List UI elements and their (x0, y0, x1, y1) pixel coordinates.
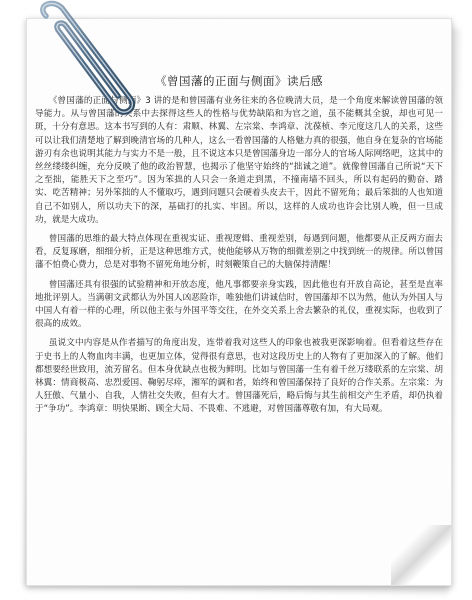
document-page (26, 18, 452, 586)
paragraph: 曾国藩的思维的最大特点体现在重视实证、重视逻辑、重视差别，每遇到问题，他都要从正反两方面去看，反复琢磨，细细分析，正是这种思维方式，使他能够从万物的细微差别之中找到统一的规律。所以曾国藩不怕费心费力，总是对事物不留死角地分析，时刻鞭策自己的大脑保持清醒！ (35, 234, 443, 271)
paragraph: 曾国藩还具有很强的试验精神和开放态度，他凡事都要亲身实践，因此他也有开放自高论，甚至是直率地批评别人。当满朝文武都认为外国人凶恶险诈，唯独他们讲诚信时，曾国藩却不以为然，他认为外国人与中国人有着一样的心理，所以他主张与外国平等交往，在外交关系上舍去繁杂的礼仪，重视实际，也收到了很高的成效。 (35, 279, 443, 330)
document-body (35, 95, 443, 423)
page-curl (391, 525, 451, 585)
document-title: 《曾国藩的正面与侧面》读后感 (155, 74, 323, 88)
paragraph: 《曾国藩的正面与侧面》3 讲的是和曾国藩有业务往来的各位晚清大员，是一个角度来解读曾国藩的领导能力。从与曾国藩的关系中去探得这些人的性格与优势缺陷和为官之道，虽不能概其全貌，却也可见一斑，十分有意思。这本书写到的人有：肃顺、林翼、左宗棠、李鸿章、沈葆桢、李元度这几人的关系，这些可以让我们清楚地了解到晚清官场的几种人，这么一看曾国藩的人格魅力真的很强，他自身在复杂的官场能游刃有余也说明其能力与实力不是一般，且不说这本只是曾国藩身边一部分人的官场人际网络吧，这其中的丝丝缕缕纠缠，充分反映了他的政治智慧，也揭示了他坚守始终的“拙诚之道”。就像曾国藩自己所说“天下之至拙，能胜天下之至巧”。因为笨拙的人只会一条道走到黑，不撞南墙不回头，所以有起码的勤奋、踏实、吃苦精神；另外笨拙的人不懂取巧，遇到问题只会硬着头皮去干，因此不留死角；最后笨拙的人也知道自己不如别人，所以功夫下的深，基础打的扎实、牢固。所以，这样的人成功也许会比别人晚，但一旦成功，就是大成功。 (35, 96, 443, 225)
paragraph: 虽说文中内容是从作者描写的角度出发，连带着我对这些人的印象也被我更深影响着。但看着这些存在于史书上的人物血肉丰满，也更加立体，觉得很有意思，也对这段历史上的人物有了更加深入的了解。他们都想要经世致用，流芳留名。但本身优缺点也极为鲜明。比如与曾国藩一生有着千丝万缕联系的左宗棠、胡林翼：情商极高、忠烈爱国、鞠躬尽瘁，湘军的调和者，始终和曾国藩保持了良好的合作关系。左宗棠：为人狂傲、气量小、自我，人情社交失败，但有大才。曾国藩死后，略后悔与其生前相交产生矛盾，却仍执着于“争功”。李鸿章：明快果断、顾全大局、不畏难、不逃避，对曾国藩尊敬有加，有大局观。 (35, 338, 443, 415)
